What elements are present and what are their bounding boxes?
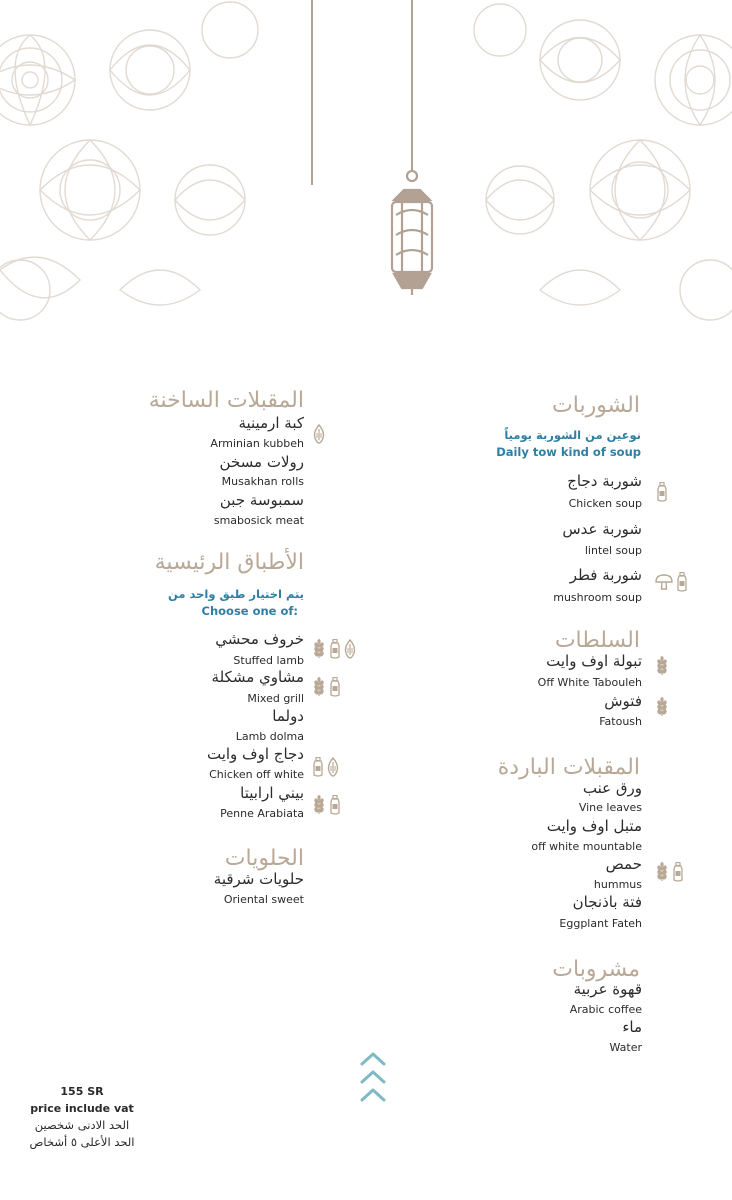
main-dishes-note-ar: يتم اختيار طبق واحد من	[168, 587, 304, 601]
menu-item-en: smabosick meat	[213, 514, 304, 527]
menu-item-ar: رولات مسخن	[219, 453, 304, 471]
dietary-tag-group	[312, 757, 339, 781]
bottle-icon	[656, 482, 668, 506]
dietary-tag-group	[312, 677, 341, 701]
dietary-tag-group	[655, 572, 688, 596]
menu-item-ar: سمبوسة جبن	[219, 491, 304, 509]
menu-item-en: hummus	[593, 878, 642, 891]
menu-item-ar: حمص	[605, 855, 642, 873]
menu-item-en: off white mountable	[531, 840, 642, 853]
chevron-up-icon	[362, 1054, 384, 1064]
menu-item-ar: قهوة عربية	[573, 980, 642, 998]
menu-item-ar: دجاج اوف وايت	[206, 745, 304, 763]
dietary-tag-group	[655, 656, 669, 680]
menu-item-en: Water	[609, 1041, 642, 1054]
wheat-icon	[312, 639, 326, 663]
menu-item-ar: شوربة عدس	[562, 520, 642, 538]
dietary-tag-group	[312, 795, 341, 819]
min-guests: الحد الادنى شخصين	[34, 1118, 130, 1132]
menu-item-ar: ورق عنب	[582, 779, 642, 797]
wheat-icon	[312, 677, 326, 701]
menu-item-en: Vine leaves	[578, 801, 642, 814]
menu-item-en: lintel soup	[584, 544, 642, 557]
menu-item-ar: تبولة اوف وايت	[546, 652, 642, 670]
section-title-soups: الشوربات	[552, 393, 640, 418]
menu-item-en: Mixed grill	[247, 692, 304, 705]
menu-item-en: Eggplant Fateh	[559, 917, 642, 930]
soups-note-en: Daily tow kind of soup	[496, 445, 641, 459]
scroll-up-button[interactable]	[358, 1050, 388, 1110]
menu-item-ar: بيني ارابيتا	[240, 784, 304, 802]
dietary-tag-group	[655, 862, 684, 886]
crescent-moon-icon	[287, 205, 378, 292]
almond-icon	[327, 757, 339, 781]
bottle-icon	[672, 862, 684, 886]
bottle-icon	[676, 572, 688, 596]
menu-item-en: Chicken soup	[568, 497, 642, 510]
menu-item-ar: كبة ارمينية	[238, 414, 304, 432]
menu-item-en: Chicken off white	[209, 768, 304, 781]
vat-note: price include vat	[30, 1102, 134, 1115]
menu-item-en: Arminian kubbeh	[210, 437, 304, 450]
max-guests: الحد الأعلى ٥ أشخاص	[29, 1135, 135, 1149]
chevron-up-icon	[362, 1090, 384, 1100]
wheat-icon	[655, 656, 669, 680]
main-dishes-note-en: Choose one of:	[201, 604, 298, 618]
ramadan-decoration	[0, 0, 732, 340]
menu-item-en: Lamb dolma	[235, 730, 304, 743]
section-title-salads: السلطات	[554, 628, 640, 653]
wheat-icon	[655, 697, 669, 721]
section-title-desserts: الحلويات	[224, 846, 304, 871]
menu-item-en: Oriental sweet	[223, 893, 304, 906]
lantern-icon	[392, 171, 432, 295]
menu-item-ar: دولما	[272, 707, 304, 725]
menu-item-ar: متبل اوف وايت	[546, 817, 642, 835]
price: 155 SR	[60, 1085, 104, 1098]
dietary-tag-group	[656, 482, 668, 506]
menu-item-ar: خروف محشي	[215, 630, 304, 648]
bottle-icon	[312, 757, 324, 781]
menu-item-en: mushroom soup	[553, 591, 642, 604]
mushroom-icon	[655, 573, 673, 595]
dietary-tag-group	[312, 639, 356, 663]
section-title-cold-appetizers: المقبلات الباردة	[497, 755, 640, 780]
menu-item-en: Stuffed lamb	[233, 654, 304, 667]
mandala-right-icon	[474, 4, 732, 320]
bottle-icon	[329, 795, 341, 819]
menu-item-ar: شوربة فطر	[569, 566, 642, 584]
chevron-up-icon	[362, 1072, 384, 1082]
menu-item-en: Arabic coffee	[569, 1003, 642, 1016]
menu-item-ar: فتوش	[604, 692, 642, 710]
wheat-icon	[655, 862, 669, 886]
menu-item-en: Fatoush	[599, 715, 642, 728]
almond-icon	[344, 639, 356, 663]
section-title-hot-appetizers: المقبلات الساخنة	[148, 388, 304, 413]
menu-item-en: Penne Arabiata	[220, 807, 304, 820]
menu-item-ar: حلويات شرقية	[213, 870, 304, 888]
menu-item-en: Musakhan rolls	[221, 475, 304, 488]
section-title-main-dishes: الأطباق الرئيسية	[154, 550, 304, 575]
wheat-icon	[312, 795, 326, 819]
price-footer	[18, 1083, 146, 1151]
dietary-tag-group	[655, 697, 669, 721]
almond-icon	[313, 424, 325, 448]
bottle-icon	[329, 639, 341, 663]
section-title-drinks: مشروبات	[552, 957, 640, 982]
soups-note-ar: نوعين من الشوربة يومياً	[504, 428, 641, 442]
menu-item-ar: مشاوي مشكلة	[211, 668, 304, 686]
menu-item-ar: شوربة دجاج	[567, 472, 642, 490]
menu-item-ar: فتة باذنجان	[572, 893, 642, 911]
bottle-icon	[329, 677, 341, 701]
mandala-left-icon	[0, 2, 258, 320]
menu-item-ar: ماء	[622, 1018, 642, 1036]
dietary-tag-group	[313, 424, 325, 448]
menu-item-en: Off White Tabouleh	[537, 676, 642, 689]
